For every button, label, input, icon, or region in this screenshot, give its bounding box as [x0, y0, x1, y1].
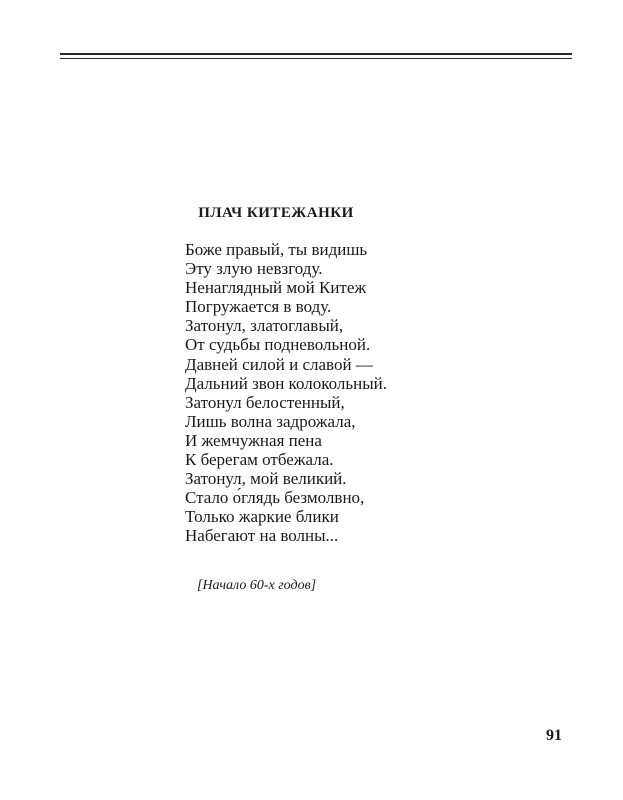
poem-body — [185, 240, 387, 546]
header-rule-thick — [60, 53, 572, 55]
poem-line: Только жаркие блики — [185, 507, 339, 527]
poem-line: Ненаглядный мой Китеж — [185, 278, 367, 298]
poem-line: Затонул, мой великий. — [185, 469, 347, 489]
header-rule-thin — [60, 58, 572, 59]
page-number: 91 — [546, 727, 562, 744]
poem-line: И жемчужная пена — [185, 430, 322, 450]
poem-line: Боже правый, ты видишь — [185, 240, 368, 259]
poem-line: Дальний звон колокольный. — [185, 373, 387, 393]
poem-line: К берегам отбежала. — [185, 450, 334, 470]
poem-line: Погружается в воду. — [185, 297, 332, 317]
poem-line: Лишь волна задрожала, — [185, 411, 356, 431]
poem-line: Затонул, златоглавый, — [185, 316, 344, 336]
poem-line: От судьбы подневольной. — [185, 335, 371, 355]
date-note: [Начало 60-х годов] — [197, 578, 317, 593]
poem-line: Стало о́глядь безмолвно, — [185, 488, 365, 508]
poem-title: ПЛАЧ КИТЕЖАНКИ — [198, 205, 354, 221]
poem-line: Набегают на волны... — [185, 526, 339, 546]
poem-line: Эту злую невзгоду. — [185, 259, 323, 279]
poem-line: Затонул белостенный, — [185, 392, 345, 412]
poem-line: Давней силой и славой — — [185, 354, 373, 374]
